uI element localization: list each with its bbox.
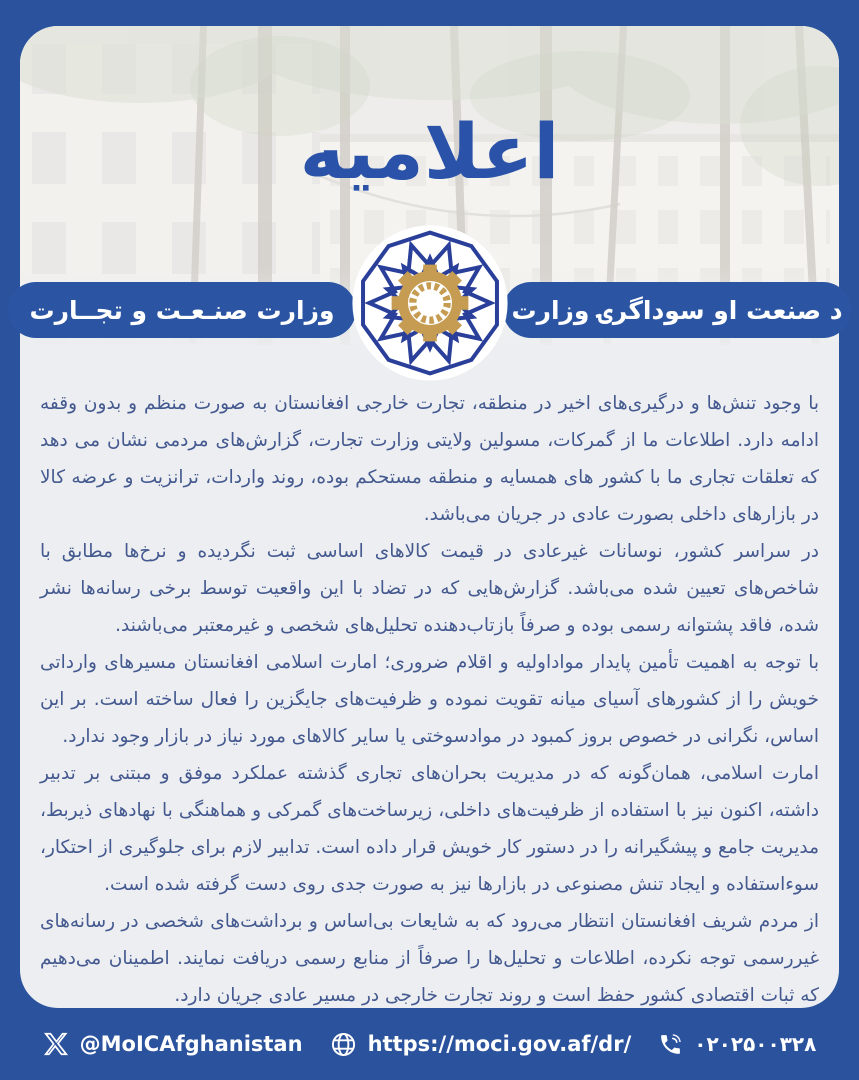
website-url: https://moci.gov.af/dr/ xyxy=(367,1032,632,1056)
globe-icon xyxy=(330,1031,357,1058)
paragraph-4: امارت اسلامی، همان‌گونه که در مدیریت بحران‌های تجاری گذشته عملکرد موفق و مبتنی بر تدبیر داشته، اکنون نیز با استفاده از ظرفیت‌های داخلی، زیرساخت‌های گمرکی و هماهنگی با نهادهای ذیربط، مدیریت جامع و پیشگیرانه را در دستور کار خویش قرار داده است. تدابیر لازم برای جلوگیری از احتکار، سوءاستفاده و ایجاد تنش مصنوعی در بازارها نیز به صورت جدی روی دست گرفته شده است. xyxy=(40,763,819,895)
announcement-card xyxy=(20,26,843,1008)
footer-contact-bar xyxy=(0,1008,859,1080)
paragraph-1: با وجود تنش‌ها و درگیری‌های اخیر در منطقه، تجارت خارجی افغانستان به صورت منظم و بدون وقفه ادامه دارد. اطلاعات ما از گمرکات، مسولین ولایتی وزارت تجارت، گزارش‌های مردمی نشان می دهد که تعلقات تجاری ما با کشور های همسایه و منطقه مستحکم بوده، روند واردات، ترانزیت و عرضه کالا در بازارهای داخلی بصورت عادی در جریان می‌باشد. xyxy=(40,393,819,525)
announcement-body xyxy=(20,345,839,1014)
x-logo-icon xyxy=(43,1031,69,1057)
banner-pashto-label: د صنعت او سوداگرۍ وزارت xyxy=(511,295,843,325)
phone-number: ۰۲۰۲۵۰۰۳۲۸ xyxy=(694,1032,817,1056)
paragraph-3: با توجه به اهمیت تأمین پایدار مواداولیه و اقلام ضروری؛ امارت اسلامی افغانستان مسیرهای وارداتی خویش را از کشورهای آسیای میانه تقویت نموده و ظرفیت‌های جایگزین را فعال ساخته است. بر این اساس، نگرانی در خصوص بروز کمبود در موادسوختی یا سایر کالاهای مورد نیاز در بازار وجود ندارد. xyxy=(40,652,819,747)
page-title: اعلامیه xyxy=(299,107,560,196)
ministry-logo-icon xyxy=(350,223,510,383)
banner-pashto xyxy=(503,282,851,338)
banner-dari-label: وزارت صنـعـت و تجــارت xyxy=(29,295,335,325)
x-handle: @MoICAfghanistan xyxy=(79,1032,303,1056)
paragraph-2: در سراسر کشور، نوسانات غیرعادی در قیمت کالاهای اساسی ثبت نگردیده و نرخ‌ها مطابق با شاخص‌های تعیین شده می‌باشد. گزارش‌هایی که در تضاد با این واقعیت توسط برخی رسانه‌ها نشر شده، فاقد پشتوانه رسمی بوده و صرفاً بازتاب‌دهنده تحلیل‌های شخصی و غیرمعتبر می‌باشند. xyxy=(40,541,819,636)
phone-icon xyxy=(658,1032,683,1057)
paragraph-5: از مردم شریف افغانستان انتظار می‌رود که به شایعات بی‌اساس و برداشت‌های شخصی در رسانه‌های غیررسمی توجه نکرده، اطلاعات و تحلیل‌ها را صرفاً از منابع رسمی دریافت نمایند. اطمینان می‌دهیم که ثبات اقتصادی کشور حفظ است و روند تجارت خارجی در مسیر عادی جریان دارد. xyxy=(40,911,819,1006)
banner-dari xyxy=(8,282,356,338)
